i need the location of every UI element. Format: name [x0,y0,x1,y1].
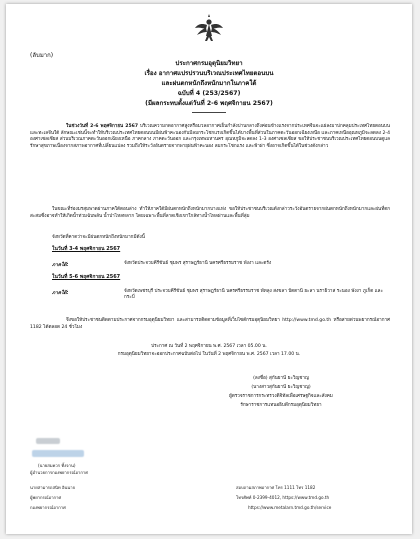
signer-position-1: ผู้ตรวจราชการกระทรวงดิจิทัลเพื่อเศรษฐกิจและสังคม [229,394,333,399]
day-label-1: ในวันที่ 3-4 พฤศจิกายน 2567 [52,246,121,252]
footer-left-2: ผู้พยากรณ์อากาศ [30,495,62,500]
day-label-2: ในวันที่ 5-6 พฤศจิกายน 2567 [52,274,121,280]
signature-line: (ลงชื่อ) สุกันยานี ยะวิญชาญ [253,376,309,381]
redacted-stamp [32,450,84,457]
announce-date: ประกาศ ณ วันที่ 2 พฤศจิกายน พ.ศ. 2567 เวลา 05.00 น. [151,344,267,349]
footer-left-3: กองพยากรณ์อากาศ [30,505,66,510]
copy-name: (นายสมควร ทิ้งจาน) [38,463,76,468]
provinces-1: จังหวัดประจวบคีรีขันธ์ ชุมพร สุราษฎร์ธานี นครศรีธรรมราช พังงา และตรัง [124,261,272,266]
effect-period: (มีผลกระทบตั้งแต่วันที่ 2-6 พฤศจิกายน 2567) [145,100,273,107]
next-announce: กรมอุตุนิยมวิทยาจะออกประกาศฉบับต่อไป ในวันที่ 2 พฤศจิกายน พ.ศ. 2567 เวลา 17.00 น. [117,352,301,357]
footer-left-1: นายสามารถสนิท อินนาจ [30,485,76,490]
signer-position-2: รักษาราชการแทนอธิบดีกรมอุตุนิยมวิทยา [240,403,322,408]
intro-text: บริเวณความกดอากาศสูงหรือมวลอากาศเย็นกำลังปานกลางถึงค่อนข้างแรงจากประเทศจีนจะแผ่ลงมาปกคลุมประเทศไทยตอนบนและทะเลจีนใต้ ลักษณะเช่นนี้จะทำให้บริเวณประเทศไทยตอนบนมีฝนฟ้าคะนองกับมีลมกระโชกแรงเกิดขึ้นได้บางพื้นที่ส่วนในภาคตะวันออกเฉียงเหนือ และภาคเหนืออุณหภูมิจะลดลง 2-4 องศาเซลเซียส ส่วนบริเวณภาคตะวันออกเฉียงเหนือ ภาคกลาง ภาคตะวันออก และกรุงเทพมหานคร อุณหภูมิจะลดลง 1-3 องศาเซลเซียส ขอให้ประชาชนบริเวณประเทศไทยตอนบนดูแลรักษาสุขภาพเนื่องจากสภาพอากาศที่เปลี่ยนแปลง รวมถึงให้ระวังอันตรายจากพายุฝนฟ้าคะนอง ลมกระโชกแรง และฟ้าผ่า ซึ่งอาจเกิดขึ้นได้ในช่วงดังกล่าว [30,124,390,149]
provinces-2: จังหวัดเพชรบุรี ประจวบคีรีขันธ์ ชุมพร สุราษฎร์ธานี นครศรีธรรมราช พัทลุง สงขลา ปัตตานี ยะลา นราธิวาส ระนอง พังงา ภูเก็ต และกระบี่ [124,289,383,301]
intro-paragraph [30,124,390,150]
signer-name: (นางสาวสุกันยานี ยะวิญชาญ) [251,385,311,390]
contact-paragraph: จึงขอให้ประชาชนติดตามประกาศจากกรมอุตุนิยมวิทยา และสามารถติดตามข้อมูลที่เว็บไซต์กรมอุตุนิยมวิทยา http://www.tmd.go.th หรือสายด่วนพยากรณ์อากาศ 1182 ได้ตลอด 24 ชั่วโมง [30,318,390,330]
announcement-page [6,4,412,534]
org-title: ประกาศกรมอุตุนิยมวิทยา [175,60,243,67]
intro-lead: ในช่วงวันที่ 2-6 พฤศจิกายน 2567 [66,124,139,129]
issue-number: ฉบับที่ 4 (253/2567) [177,90,241,97]
copy-position: ผู้อำนวยการกองพยากรณ์อากาศ [30,470,88,475]
redacted-signature [36,438,60,444]
subject-line: เรื่อง อากาศแปรปรวนบริเวณประเทศไทยตอนบน [144,70,274,77]
region-label-1: ภาคใต้: [52,263,69,268]
footer-right-2: โทรศัพท์ 0-2399-4012, https://www.tmd.go.th [236,495,330,500]
southern-rain-paragraph: ในขณะที่ร่องมรสุมพาดผ่านภาคใต้ตอนล่าง ทำให้ภาคใต้มีฝนตกหนักถึงหนักมากบางแห่ง ขอให้ประชาชนบริเวณดังกล่าวระวังอันตรายจากฝนตกหนักถึงหนักมากและฝนที่ตกสะสมซึ่งอาจทำให้เกิดน้ำท่วมฉับพลัน น้ำป่าไหลหลาก โดยเฉพาะพื้นที่ลาดเชิงเขาใกล้ทางน้ำไหลผ่านและพื้นที่ลุ่ม [30,207,390,219]
header-divider [192,112,226,113]
footer-right-3: https://www.metalarn.tmd.go.th/service [248,505,332,510]
provinces-intro: จังหวัดที่คาดว่าจะมีฝนตกหนักถึงหนักมากมีดังนี้ [52,235,145,240]
footer-right-1: สอบถามสภาพอากาศ โทร 1111 โทร 1182 [236,485,316,490]
region-label-2: ภาคใต้: [52,291,69,296]
subject-line-2: และฝนตกหนักถึงหนักมากในภาคใต้ [161,80,257,87]
secret-mark: (ลับมาก) [30,52,54,59]
garuda-emblem-icon [194,14,224,42]
